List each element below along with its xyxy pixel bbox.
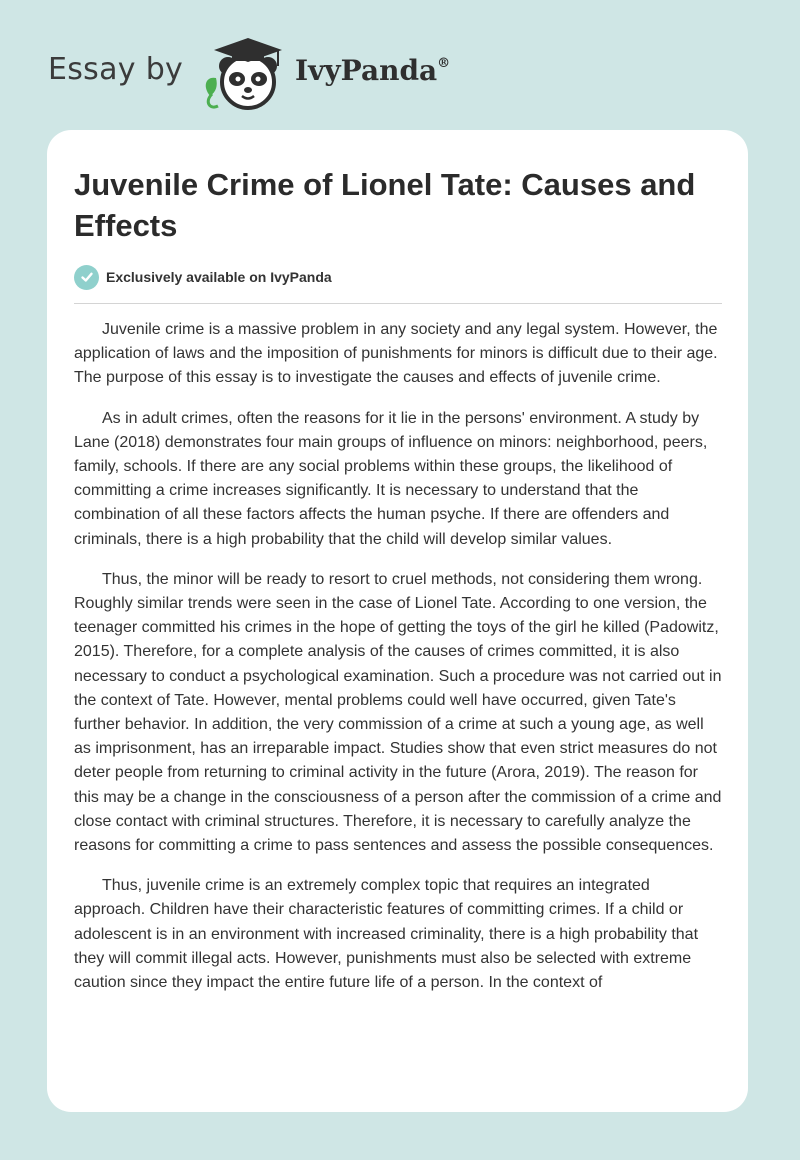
site-header bbox=[48, 34, 648, 114]
brand-prefix: Essay by bbox=[48, 52, 184, 87]
essay-title: Juvenile Crime of Lionel Tate: Causes and Effects bbox=[74, 167, 696, 243]
panda-graduate-icon[interactable] bbox=[200, 36, 290, 112]
essay-paragraph: Juvenile crime is a massive problem in any society and any legal system. However, the application of laws and the imposition of punishments for minors is difficult due to their age. The purpose of this essay is to investigate the causes and effects of juvenile crime. bbox=[74, 321, 718, 387]
essay-paragraph: Thus, juvenile crime is an extremely complex topic that requires an integrated approach. Children have their characteristic features of committing crimes. If a child or adolescent is in an environment with increased criminality, there is a high probability that they will commit illegal acts. However, punishments must also be selected with extreme caution since they impact the entire future life of a person. In the context of bbox=[74, 877, 699, 992]
essay-card bbox=[47, 130, 748, 1112]
essay-paragraph: Thus, the minor will be ready to resort to cruel methods, not considering them wrong. Roughly similar trends were seen in the case of Lionel Tate. According to one version, the teenager committed his crimes in the hope of getting the toys of the girl he killed (Padowitz, 2015). Therefore, for a complete analysis of the causes of crimes committed, it is also necessary to conduct a psychological examination. Such a procedure was not carried out in the context of Tate. However, mental problems could well have occurred, given Tate's further behavior. In addition, the very commission of a crime at such a young age, as well as imprisonment, has an irreparable impact. Studies show that even strict measures do not deter people from returning to criminal activity in the future (Arora, 2019). The reason for this may be a change in the consciousness of a person after the commission of a crime and close contact with criminal structures. Therefore, it is necessary to carefully analyze the reasons for committing a crime to pass sentences and assess the possible consequences. bbox=[74, 570, 722, 855]
check-circle-icon bbox=[74, 265, 99, 290]
exclusive-badge bbox=[74, 264, 332, 290]
exclusive-badge-text: Exclusively available on IvyPanda bbox=[106, 269, 332, 285]
registered-mark: ® bbox=[437, 56, 451, 71]
brand-name[interactable]: IvyPanda® bbox=[295, 54, 451, 87]
title-divider bbox=[74, 303, 722, 304]
essay-paragraph: As in adult crimes, often the reasons for it lie in the persons' environment. A study by Lane (2018) demonstrates four main groups of influence on minors: neighborhood, peers, family, schools. If there are any social problems within these groups, the likelihood of committing a crime increases significantly. It is necessary to understand that the combination of all these factors affects the human psyche. If there are offenders and criminals, there is a high probability that the child will develop similar values. bbox=[74, 409, 708, 548]
essay-body bbox=[74, 318, 724, 1011]
